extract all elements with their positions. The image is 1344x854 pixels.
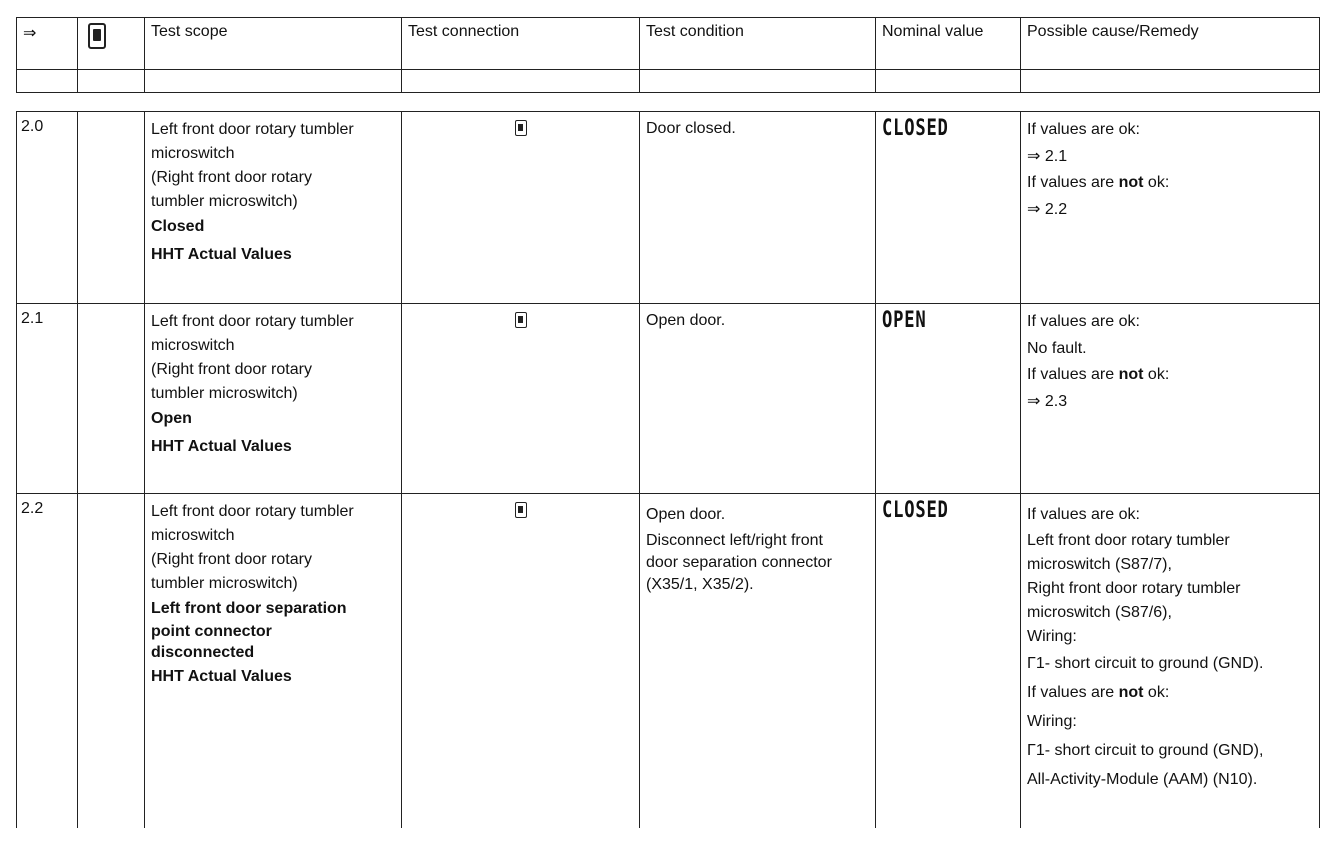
remedy-line: ⇒ 2.1 <box>1027 148 1068 165</box>
scope-line: tumbler microswitch) <box>151 575 298 592</box>
remedy-line: If values are ok: <box>1027 121 1140 138</box>
arrow-icon: ⇒ <box>23 25 37 42</box>
nominal-display: CLOSED <box>882 498 949 523</box>
scope-bold: HHT Actual Values <box>151 246 292 263</box>
hht-device-icon <box>515 312 527 328</box>
remedy-line: Γ1- short circuit to ground (GND). <box>1027 655 1264 672</box>
scope-line: microswitch <box>151 337 235 354</box>
remedy-line: microswitch (S87/6), <box>1027 604 1172 621</box>
header-test-condition: Test condition <box>640 18 876 70</box>
scope-bold: point connector <box>151 623 272 640</box>
spacer-cell <box>402 70 640 93</box>
remedy-line <box>1027 363 1313 387</box>
header-nominal-value: Nominal value <box>876 18 1021 70</box>
hht-device-icon <box>515 502 527 518</box>
condition-line: Open door. <box>646 506 726 523</box>
test-scope <box>145 112 402 304</box>
possible-cause <box>1021 112 1320 304</box>
remedy-line: If values are ok: <box>1027 313 1140 330</box>
nominal-value <box>876 304 1021 494</box>
header-arrow <box>17 18 78 70</box>
remedy-emphasis: not <box>1118 366 1144 383</box>
remedy-text: If values are <box>1027 684 1119 701</box>
nominal-value <box>876 494 1021 828</box>
header-row <box>17 18 1320 70</box>
scope-bold: Closed <box>151 218 205 235</box>
test-condition: Open door. <box>640 304 876 494</box>
spacer-cell <box>876 70 1021 93</box>
possible-cause <box>1021 304 1320 494</box>
remedy-text: ok: <box>1143 174 1170 191</box>
test-table <box>16 111 1320 828</box>
test-scope <box>145 304 402 494</box>
test-connection <box>402 112 640 304</box>
scope-line: microswitch <box>151 527 235 544</box>
spacer-cell <box>17 70 78 93</box>
remedy-line: Wiring: <box>1027 713 1077 730</box>
remedy-line: Left front door rotary tumbler <box>1027 532 1230 549</box>
test-condition: Door closed. <box>640 112 876 304</box>
remedy-line: No fault. <box>1027 340 1087 357</box>
scope-line: Left front door rotary tumbler <box>151 121 354 138</box>
header-test-connection: Test connection <box>402 18 640 70</box>
hht-device-icon <box>515 120 527 136</box>
header-table <box>16 17 1320 93</box>
remedy-line: Wiring: <box>1027 628 1077 645</box>
remedy-text: ok: <box>1143 366 1170 383</box>
remedy-text: ok: <box>1143 684 1170 701</box>
step-number: 2.1 <box>17 304 78 494</box>
table-row <box>17 304 1320 494</box>
header-possible-cause: Possible cause/Remedy <box>1021 18 1320 70</box>
spacer-cell <box>1021 70 1320 93</box>
scope-line: (Right front door rotary <box>151 361 312 378</box>
remedy-line: ⇒ 2.3 <box>1027 393 1068 410</box>
remedy-emphasis: not <box>1118 174 1144 191</box>
nominal-display: OPEN <box>882 308 927 333</box>
remedy-line: All-Activity-Module (AAM) (N10). <box>1027 771 1258 788</box>
scope-line: (Right front door rotary <box>151 169 312 186</box>
table-row <box>17 112 1320 304</box>
remedy-line <box>1027 678 1313 707</box>
header-spacer-row <box>17 70 1320 93</box>
step-number: 2.0 <box>17 112 78 304</box>
scope-line: tumbler microswitch) <box>151 385 298 402</box>
table-row <box>17 494 1320 828</box>
spacer-cell <box>78 70 145 93</box>
step-number: 2.2 <box>17 494 78 828</box>
spacer-cell <box>145 70 402 93</box>
scope-line: (Right front door rotary <box>151 551 312 568</box>
scope-bold: disconnected <box>151 644 255 661</box>
scope-line: Left front door rotary tumbler <box>151 503 354 520</box>
scope-bold: HHT Actual Values <box>151 668 292 685</box>
remedy-line: microswitch (S87/7), <box>1027 556 1172 573</box>
spacer-cell <box>640 70 876 93</box>
scope-bold: HHT Actual Values <box>151 438 292 455</box>
remedy-line: Right front door rotary tumbler <box>1027 580 1241 597</box>
test-condition <box>640 494 876 828</box>
header-device <box>78 18 145 70</box>
nominal-display: CLOSED <box>882 116 949 141</box>
condition-line: (X35/1, X35/2). <box>646 576 754 593</box>
test-scope <box>145 494 402 828</box>
remedy-text: If values are <box>1027 174 1119 191</box>
scope-line: tumbler microswitch) <box>151 193 298 210</box>
scope-bold: Open <box>151 410 192 427</box>
header-test-scope: Test scope <box>145 18 402 70</box>
remedy-line: Γ1- short circuit to ground (GND), <box>1027 742 1264 759</box>
scope-line: microswitch <box>151 145 235 162</box>
remedy-emphasis: not <box>1118 684 1144 701</box>
empty-cell <box>78 494 145 828</box>
remedy-text: If values are <box>1027 366 1119 383</box>
remedy-line: If values are ok: <box>1027 506 1140 523</box>
remedy-line: ⇒ 2.2 <box>1027 201 1068 218</box>
empty-cell <box>78 112 145 304</box>
condition-line: door separation connector <box>646 554 832 571</box>
hht-device-icon <box>88 23 106 49</box>
condition-line: Disconnect left/right front <box>646 532 823 549</box>
nominal-value <box>876 112 1021 304</box>
scope-line: Left front door rotary tumbler <box>151 313 354 330</box>
remedy-line <box>1027 171 1313 195</box>
empty-cell <box>78 304 145 494</box>
test-connection <box>402 494 640 828</box>
possible-cause <box>1021 494 1320 828</box>
test-connection <box>402 304 640 494</box>
scope-bold: Left front door separation <box>151 600 347 617</box>
